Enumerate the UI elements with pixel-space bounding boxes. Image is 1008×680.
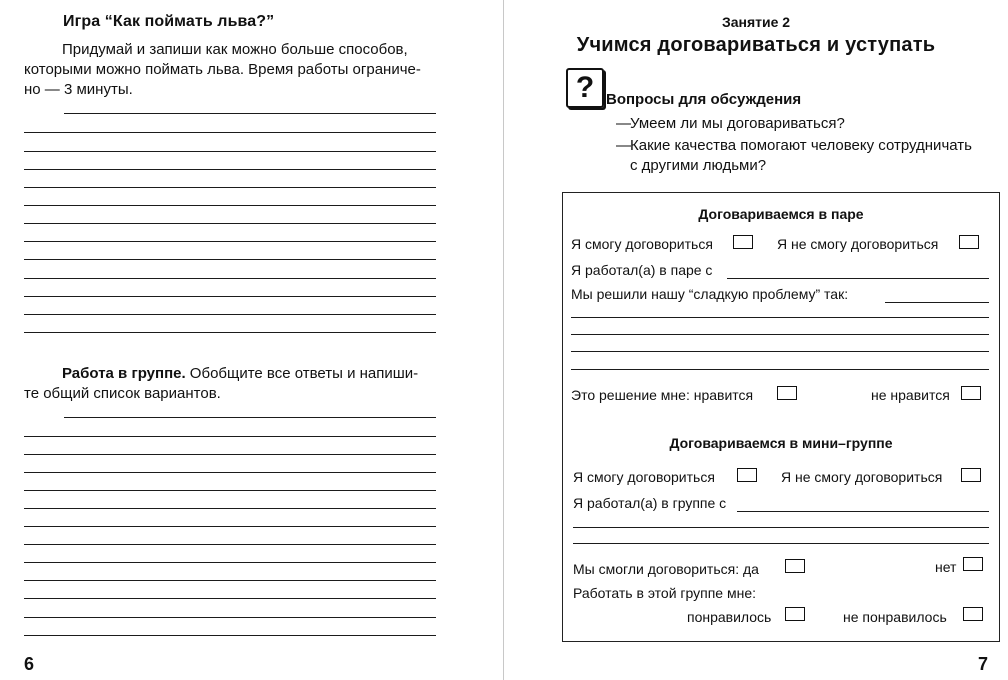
pair-sweet-problem-label: Мы решили нашу “сладкую проблему” так:	[571, 286, 849, 302]
right-page	[504, 0, 1008, 680]
answer-line[interactable]	[573, 527, 989, 528]
answer-line[interactable]	[24, 508, 436, 509]
pair-heading: Договариваемся в паре	[698, 206, 864, 222]
answer-line[interactable]	[24, 169, 436, 170]
pair-can-agree-checkbox[interactable]	[733, 235, 753, 249]
game-task-line-3: но — 3 минуты.	[24, 81, 133, 98]
group-not-liked-label: не понравилось	[843, 609, 947, 625]
discussion-question-1-text: Умеем ли мы договариваться?	[630, 115, 845, 132]
group-cannot-agree-label: Я не смогу договориться	[781, 469, 943, 485]
answer-line[interactable]	[24, 278, 436, 279]
answer-line[interactable]	[64, 417, 436, 418]
game-task-line-2: которыми можно поймать льва. Время работы ограниче-	[24, 61, 421, 78]
group-no-label: нет	[935, 559, 957, 575]
answer-line[interactable]	[571, 334, 989, 335]
answer-line[interactable]	[24, 436, 436, 437]
group-managed-label: Мы смогли договориться: да	[573, 561, 759, 577]
group-liked-checkbox[interactable]	[785, 607, 805, 621]
pair-dislike-checkbox[interactable]	[961, 386, 981, 400]
answer-line[interactable]	[24, 544, 436, 545]
pair-partner-line[interactable]	[727, 278, 989, 279]
answer-line[interactable]	[24, 259, 436, 260]
answer-line[interactable]	[24, 598, 436, 599]
answer-line[interactable]	[571, 351, 989, 352]
group-work-line-1	[24, 364, 438, 384]
discussion-question-2-line-1: Какие качества помогают человеку сотрудничать	[630, 137, 972, 154]
pair-sweet-problem-line[interactable]	[885, 302, 989, 303]
mini-group-heading: Договариваемся в мини–группе	[669, 435, 893, 451]
pair-cannot-agree-label: Я не смогу договориться	[777, 236, 939, 252]
answer-line[interactable]	[24, 296, 436, 297]
answer-line[interactable]	[24, 454, 436, 455]
pair-like-checkbox[interactable]	[777, 386, 797, 400]
group-not-liked-checkbox[interactable]	[963, 607, 983, 621]
group-work-line-2: те общий список вариантов.	[24, 385, 221, 402]
game-task	[24, 40, 438, 100]
group-with-line[interactable]	[737, 511, 989, 512]
group-yes-checkbox[interactable]	[785, 559, 805, 573]
group-with-label: Я работал(а) в группе с	[573, 495, 727, 511]
game-task-line-1: Придумай и запиши как можно больше способов,	[62, 41, 408, 58]
answer-line[interactable]	[24, 187, 436, 188]
lesson-label: Занятие 2	[721, 14, 791, 30]
answer-line[interactable]	[24, 241, 436, 242]
answer-line[interactable]	[24, 562, 436, 563]
answer-line[interactable]	[24, 472, 436, 473]
dash-2: —	[616, 137, 631, 154]
lesson-title: Учимся договариваться и уступать	[576, 34, 936, 56]
answer-line[interactable]	[24, 580, 436, 581]
answer-line[interactable]	[571, 369, 989, 370]
discussion-question-2	[616, 136, 976, 176]
group-work-task	[24, 364, 438, 404]
answer-line[interactable]	[24, 223, 436, 224]
answer-line[interactable]	[24, 635, 436, 636]
dash-1: —	[616, 115, 631, 132]
discussion-heading: Вопросы для обсуждения	[606, 91, 802, 108]
discussion-question-2-line-2: с другими людьми?	[630, 157, 767, 174]
page-number-right: 7	[977, 654, 988, 674]
answer-line[interactable]	[24, 490, 436, 491]
answer-line[interactable]	[24, 332, 436, 333]
answer-line[interactable]	[24, 526, 436, 527]
group-work-line-1-rest: Обобщите все ответы и напиши-	[185, 365, 419, 382]
pair-dislike-label: не нравится	[871, 387, 950, 403]
discussion-question-1	[616, 114, 976, 134]
game-title: Игра “Как поймать льва?”	[63, 13, 275, 30]
answer-line[interactable]	[64, 113, 436, 114]
group-work-rating-label: Работать в этой группе мне:	[573, 585, 757, 601]
answer-line[interactable]	[571, 317, 989, 318]
pair-partner-label: Я работал(а) в паре с	[571, 262, 713, 278]
group-cannot-agree-checkbox[interactable]	[961, 468, 981, 482]
group-no-checkbox[interactable]	[963, 557, 983, 571]
pair-cannot-agree-checkbox[interactable]	[959, 235, 979, 249]
answer-line[interactable]	[24, 205, 436, 206]
answer-line[interactable]	[24, 314, 436, 315]
group-work-lead: Работа в группе.	[62, 365, 186, 382]
agreement-form	[562, 192, 1000, 642]
page-number-left: 6	[24, 654, 35, 674]
group-can-agree-label: Я смогу договориться	[573, 469, 715, 485]
pair-can-agree-label: Я смогу договориться	[571, 236, 713, 252]
answer-line[interactable]	[573, 543, 989, 544]
pair-decision-label: Это решение мне: нравится	[571, 387, 754, 403]
answer-line[interactable]	[24, 617, 436, 618]
question-mark-icon: ?	[566, 68, 604, 108]
answer-line[interactable]	[24, 151, 436, 152]
group-liked-label: понравилось	[687, 609, 772, 625]
answer-line[interactable]	[24, 132, 436, 133]
group-can-agree-checkbox[interactable]	[737, 468, 757, 482]
